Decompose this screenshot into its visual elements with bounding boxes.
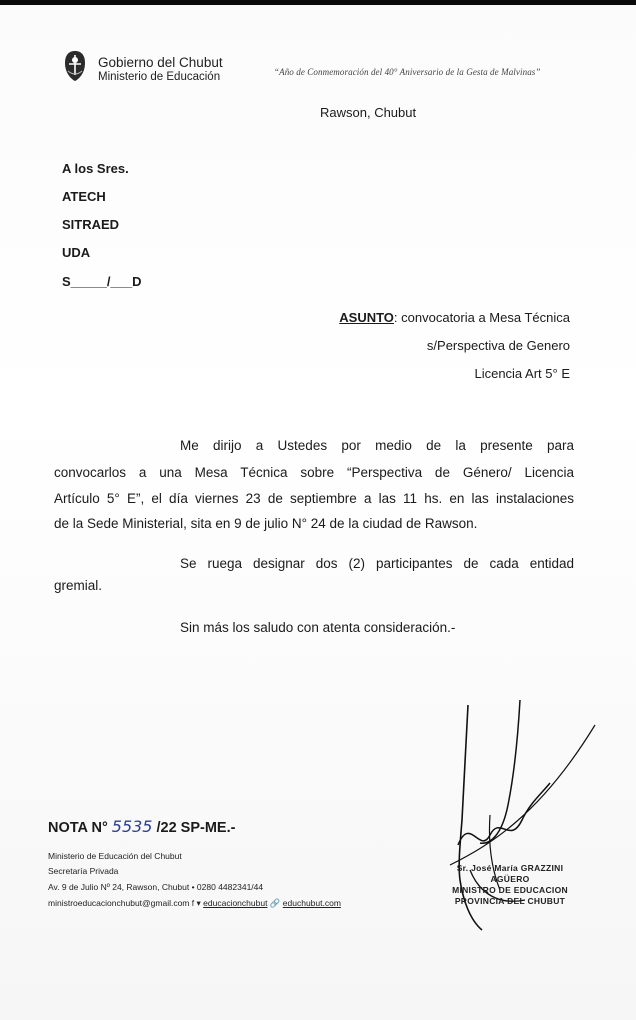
footer-email: ministroeducacionchubut@gmail.com — [48, 898, 190, 908]
note-number-handwritten: 5535 — [111, 817, 153, 836]
stamp-line: PROVINCIA DEL CHUBUT — [454, 896, 566, 906]
subject-text: : convocatoria a Mesa Técnica — [393, 310, 570, 325]
subject-line — [339, 310, 570, 325]
header-ministry-name: Ministerio de Educación — [98, 71, 221, 83]
note-number: NOTA N° 5535 /22 SP-ME.- — [48, 817, 236, 836]
official-stamp — [440, 863, 580, 907]
link-icon: 🔗 — [269, 898, 281, 908]
social-handle-link[interactable]: educacionchubut — [203, 898, 268, 908]
facebook-icon: f — [191, 898, 197, 908]
twitter-icon: ▾ — [196, 898, 201, 908]
letter-place: Rawson, Chubut — [320, 105, 417, 120]
body-line: convocarlos a una Mesa Técnica sobre “Perspectiva de Género/ Licencia — [54, 465, 574, 480]
subject-continuation: Licencia Art 5° E — [474, 366, 570, 381]
body-line: Artículo 5° E”, el día viernes 23 de septiembre a las 11 hs. en las instalaciones — [54, 491, 574, 506]
footer-line: Secretaría Privada — [48, 866, 119, 876]
recipient-line: ATECH — [62, 189, 106, 204]
body-line: gremial. — [54, 578, 103, 593]
closing-line: Sin más los saludo con atenta consideración.- — [180, 620, 456, 635]
letter-page — [0, 5, 636, 1020]
subject-continuation: s/Perspectiva de Genero — [426, 338, 570, 353]
recipient-line: SITRAED — [62, 217, 120, 232]
body-line: Me dirijo a Ustedes por medio de la presente para — [180, 438, 574, 453]
stamp-line: MINISTRO DE EDUCACION — [452, 885, 568, 895]
body-line: Se ruega designar dos (2) participantes de cada entidad — [180, 556, 574, 571]
recipient-line: S_____/___D — [62, 274, 142, 289]
stamp-line: Sr. José María GRAZZINI AGÜERO — [456, 863, 564, 884]
body-line: de la Sede Ministerial, sita en 9 de julio N° 24 de la ciudad de Rawson. — [54, 516, 478, 531]
recipient-line: UDA — [62, 245, 91, 260]
recipient-line: A los Sres. — [62, 161, 129, 176]
header-motto: “Año de Conmemoración del 40° Aniversario de la Gesta de Malvinas” — [274, 67, 541, 77]
website-link[interactable]: educhubut.com — [282, 898, 341, 908]
footer-line: Ministerio de Educación del Chubut — [48, 851, 182, 861]
footer-contact — [48, 898, 341, 909]
footer-line: Av. 9 de Julio Nº 24, Rawson, Chubut • 0280 4482341/44 — [48, 882, 264, 892]
header-government-name: Gobierno del Chubut — [98, 55, 223, 70]
subject-label: ASUNTO — [339, 310, 394, 325]
coat-of-arms-icon — [62, 49, 88, 83]
